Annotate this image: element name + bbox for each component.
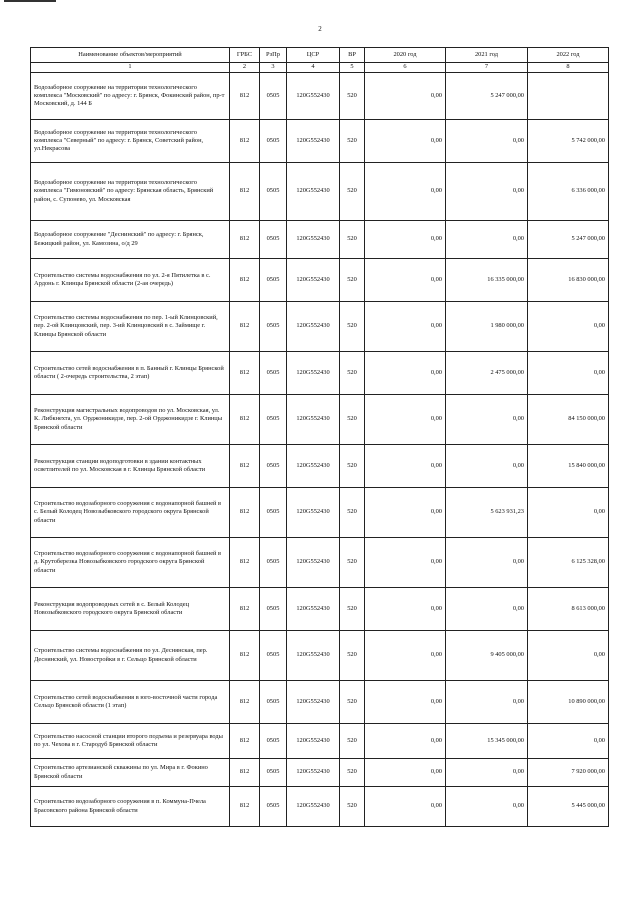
cell-csr: 120G552430 (287, 259, 340, 302)
cell-2022: 5 445 000,00 (528, 787, 609, 827)
cell-csr: 120G552430 (287, 759, 340, 787)
cell-2020: 0,00 (365, 538, 446, 588)
cell-vr: 520 (340, 631, 365, 681)
cell-2021: 2 475 000,00 (446, 352, 528, 395)
cell-csr: 120G552430 (287, 302, 340, 352)
table-row (31, 681, 609, 724)
cell-object-name: Водозаборное сооружение на территории технологического комплекса "Гимоновский" по адресу: Брянская область, Брянский район, с. Супонево, ул. Московская (31, 163, 230, 221)
cell-grbs: 812 (230, 681, 260, 724)
cell-rzpr: 0505 (260, 681, 287, 724)
cell-rzpr: 0505 (260, 631, 287, 681)
table-row (31, 221, 609, 259)
table-row (31, 724, 609, 759)
header-rzpr: РзПр (260, 48, 287, 63)
cell-2022: 0,00 (528, 488, 609, 538)
cell-csr: 120G552430 (287, 787, 340, 827)
cell-object-name: Водозаборное сооружение на территории технологического комплекса "Московский" по адресу: г. Брянск, Фокинский район, пр-т Московский, д. 144 Б (31, 73, 230, 120)
header-2021: 2021 год (446, 48, 528, 63)
cell-vr: 520 (340, 395, 365, 445)
budget-table (30, 47, 609, 827)
header-csr: ЦСР (287, 48, 340, 63)
cell-object-name: Строительство водозаборного сооружения с водонапорной башней в с. Белый Колодец Новозыбковского городского округа Брянской области (31, 488, 230, 538)
page-number: 2 (318, 25, 322, 33)
cell-vr: 520 (340, 259, 365, 302)
table-row (31, 588, 609, 631)
column-number: 4 (287, 63, 340, 73)
cell-vr: 520 (340, 488, 365, 538)
cell-2020: 0,00 (365, 73, 446, 120)
table-row (31, 73, 609, 120)
cell-2022: 6 125 328,00 (528, 538, 609, 588)
table-row (31, 259, 609, 302)
cell-csr: 120G552430 (287, 221, 340, 259)
cell-csr: 120G552430 (287, 352, 340, 395)
cell-2021: 0,00 (446, 163, 528, 221)
cell-2022: 6 336 000,00 (528, 163, 609, 221)
column-number: 7 (446, 63, 528, 73)
column-number: 3 (260, 63, 287, 73)
header-2022: 2022 год (528, 48, 609, 63)
cell-grbs: 812 (230, 352, 260, 395)
cell-2022: 0,00 (528, 724, 609, 759)
column-number: 5 (340, 63, 365, 73)
cell-grbs: 812 (230, 538, 260, 588)
cell-grbs: 812 (230, 759, 260, 787)
cell-grbs: 812 (230, 588, 260, 631)
cell-2020: 0,00 (365, 631, 446, 681)
table-row (31, 787, 609, 827)
cell-grbs: 812 (230, 631, 260, 681)
cell-2022: 10 890 000,00 (528, 681, 609, 724)
cell-2021: 0,00 (446, 395, 528, 445)
cell-2022: 0,00 (528, 352, 609, 395)
cell-csr: 120G552430 (287, 488, 340, 538)
cell-2021: 0,00 (446, 588, 528, 631)
cell-rzpr: 0505 (260, 759, 287, 787)
cell-csr: 120G552430 (287, 163, 340, 221)
cell-2021: 16 335 000,00 (446, 259, 528, 302)
cell-2020: 0,00 (365, 724, 446, 759)
cell-2020: 0,00 (365, 588, 446, 631)
header-name: Наименование объектов/мероприятий (31, 48, 230, 63)
cell-grbs: 812 (230, 445, 260, 488)
cell-vr: 520 (340, 73, 365, 120)
cell-2022: 8 613 000,00 (528, 588, 609, 631)
cell-grbs: 812 (230, 302, 260, 352)
cell-2021: 0,00 (446, 787, 528, 827)
table-row (31, 120, 609, 163)
table-row (31, 352, 609, 395)
cell-csr: 120G552430 (287, 395, 340, 445)
cell-grbs: 812 (230, 163, 260, 221)
cell-2021: 5 247 000,00 (446, 73, 528, 120)
cell-rzpr: 0505 (260, 221, 287, 259)
cell-rzpr: 0505 (260, 787, 287, 827)
cell-vr: 520 (340, 352, 365, 395)
cell-2021: 5 623 931,23 (446, 488, 528, 538)
cell-2021: 1 980 000,00 (446, 302, 528, 352)
header-grbs: ГРБС (230, 48, 260, 63)
cell-vr: 520 (340, 163, 365, 221)
cell-grbs: 812 (230, 787, 260, 827)
cell-object-name: Реконструкция станции водоподготовки в здании контактных осветлителей по ул. Московская в г. Клинцы Брянской области (31, 445, 230, 488)
cell-2021: 0,00 (446, 759, 528, 787)
cell-object-name: Строительство насосной станции второго подъема и резервуара воды по ул. Чехова в г. Стародуб Брянской области (31, 724, 230, 759)
cell-2021: 0,00 (446, 221, 528, 259)
cell-rzpr: 0505 (260, 352, 287, 395)
cell-object-name: Строительство сетей водоснабжения в юго-восточной части города Сельцо Брянской области (1 этап) (31, 681, 230, 724)
cell-object-name: Строительство системы водоснабжения по ул. Деснянская, пер. Деснянский, ул. Новостройки в г. Сельцо Брянской области (31, 631, 230, 681)
cell-vr: 520 (340, 759, 365, 787)
column-number: 6 (365, 63, 446, 73)
table-row (31, 395, 609, 445)
cell-grbs: 812 (230, 488, 260, 538)
cell-object-name: Строительство системы водоснабжения по пер. 1-ый Клинцовский, пер. 2-ой Клинцовский, пер. 3-ий Клинцовский в с. Займище г. Клинцы Брянской области (31, 302, 230, 352)
cell-rzpr: 0505 (260, 163, 287, 221)
cell-grbs: 812 (230, 120, 260, 163)
cell-2022: 15 840 000,00 (528, 445, 609, 488)
cell-2020: 0,00 (365, 787, 446, 827)
cell-object-name: Водозаборное сооружение "Деснинский" по адресу: г. Брянск, Бежицкий район, ул. Камозина, о/д 29 (31, 221, 230, 259)
corner-mark (4, 0, 56, 2)
cell-2022: 5 742 000,00 (528, 120, 609, 163)
table-row (31, 631, 609, 681)
cell-rzpr: 0505 (260, 395, 287, 445)
cell-csr: 120G552430 (287, 73, 340, 120)
cell-grbs: 812 (230, 221, 260, 259)
cell-2020: 0,00 (365, 221, 446, 259)
cell-rzpr: 0505 (260, 724, 287, 759)
header-2020: 2020 год (365, 48, 446, 63)
cell-grbs: 812 (230, 395, 260, 445)
column-number: 1 (31, 63, 230, 73)
cell-vr: 520 (340, 724, 365, 759)
table-body (31, 73, 609, 827)
cell-2020: 0,00 (365, 395, 446, 445)
header-row (31, 48, 609, 63)
cell-2021: 0,00 (446, 120, 528, 163)
cell-rzpr: 0505 (260, 259, 287, 302)
cell-rzpr: 0505 (260, 302, 287, 352)
cell-2021: 0,00 (446, 681, 528, 724)
cell-rzpr: 0505 (260, 538, 287, 588)
header-vr: ВР (340, 48, 365, 63)
cell-2021: 9 405 000,00 (446, 631, 528, 681)
cell-2021: 0,00 (446, 445, 528, 488)
cell-object-name: Строительство водозаборного сооружения с водонапорной башней в д. Крутоберезка Новозыбковского городского округа Брянской области (31, 538, 230, 588)
cell-vr: 520 (340, 538, 365, 588)
cell-csr: 120G552430 (287, 724, 340, 759)
cell-2020: 0,00 (365, 352, 446, 395)
column-number: 2 (230, 63, 260, 73)
cell-rzpr: 0505 (260, 588, 287, 631)
cell-csr: 120G552430 (287, 681, 340, 724)
cell-rzpr: 0505 (260, 120, 287, 163)
cell-2022: 84 150 000,00 (528, 395, 609, 445)
table-row (31, 445, 609, 488)
cell-2022: 0,00 (528, 631, 609, 681)
cell-csr: 120G552430 (287, 631, 340, 681)
column-number-row (31, 63, 609, 73)
cell-2022 (528, 73, 609, 120)
cell-2022: 0,00 (528, 302, 609, 352)
cell-2020: 0,00 (365, 259, 446, 302)
table-row (31, 488, 609, 538)
cell-csr: 120G552430 (287, 445, 340, 488)
cell-vr: 520 (340, 302, 365, 352)
column-number: 8 (528, 63, 609, 73)
cell-object-name: Реконструкция магистральных водопроводов по ул. Московская, ул. К. Либкнехта, ул. Орджоникидзе, пер. 2-ой Орджоникидзе г. Клинцы Брянской области (31, 395, 230, 445)
cell-object-name: Строительство артезианской скважины по ул. Мира в г. Фокино Брянской области (31, 759, 230, 787)
cell-grbs: 812 (230, 73, 260, 120)
cell-2022: 7 920 000,00 (528, 759, 609, 787)
cell-2022: 16 830 000,00 (528, 259, 609, 302)
cell-2022: 5 247 000,00 (528, 221, 609, 259)
cell-object-name: Реконструкция водопроводных сетей в с. Белый Колодец Новозыбковского городского округа Брянской области (31, 588, 230, 631)
cell-grbs: 812 (230, 259, 260, 302)
cell-rzpr: 0505 (260, 445, 287, 488)
cell-2021: 15 345 000,00 (446, 724, 528, 759)
table-row (31, 759, 609, 787)
cell-csr: 120G552430 (287, 588, 340, 631)
cell-rzpr: 0505 (260, 73, 287, 120)
cell-object-name: Строительство системы водоснабжения по ул. 2-я Пятилетка в с. Ардонь г. Клинцы Брянской области (2-ая очередь) (31, 259, 230, 302)
cell-vr: 520 (340, 681, 365, 724)
cell-grbs: 812 (230, 724, 260, 759)
table-row (31, 163, 609, 221)
cell-object-name: Строительство водозаборного сооружения в п. Коммуна-Пчела Брасовского района Брянской области (31, 787, 230, 827)
cell-2020: 0,00 (365, 302, 446, 352)
cell-vr: 520 (340, 588, 365, 631)
cell-vr: 520 (340, 221, 365, 259)
cell-csr: 120G552430 (287, 120, 340, 163)
cell-2020: 0,00 (365, 120, 446, 163)
cell-2021: 0,00 (446, 538, 528, 588)
cell-csr: 120G552430 (287, 538, 340, 588)
table-row (31, 538, 609, 588)
cell-rzpr: 0505 (260, 488, 287, 538)
cell-object-name: Строительство сетей водоснабжения в п. Банный г. Клинцы Брянской области ( 2-очередь строительства, 2 этап) (31, 352, 230, 395)
cell-vr: 520 (340, 120, 365, 163)
cell-2020: 0,00 (365, 163, 446, 221)
cell-2020: 0,00 (365, 759, 446, 787)
cell-vr: 520 (340, 787, 365, 827)
cell-2020: 0,00 (365, 488, 446, 538)
cell-2020: 0,00 (365, 681, 446, 724)
cell-object-name: Водозаборное сооружение на территории технологического комплекса "Северный" по адресу: г. Брянск, Советский район, ул.Некрасова (31, 120, 230, 163)
table-row (31, 302, 609, 352)
cell-vr: 520 (340, 445, 365, 488)
cell-2020: 0,00 (365, 445, 446, 488)
